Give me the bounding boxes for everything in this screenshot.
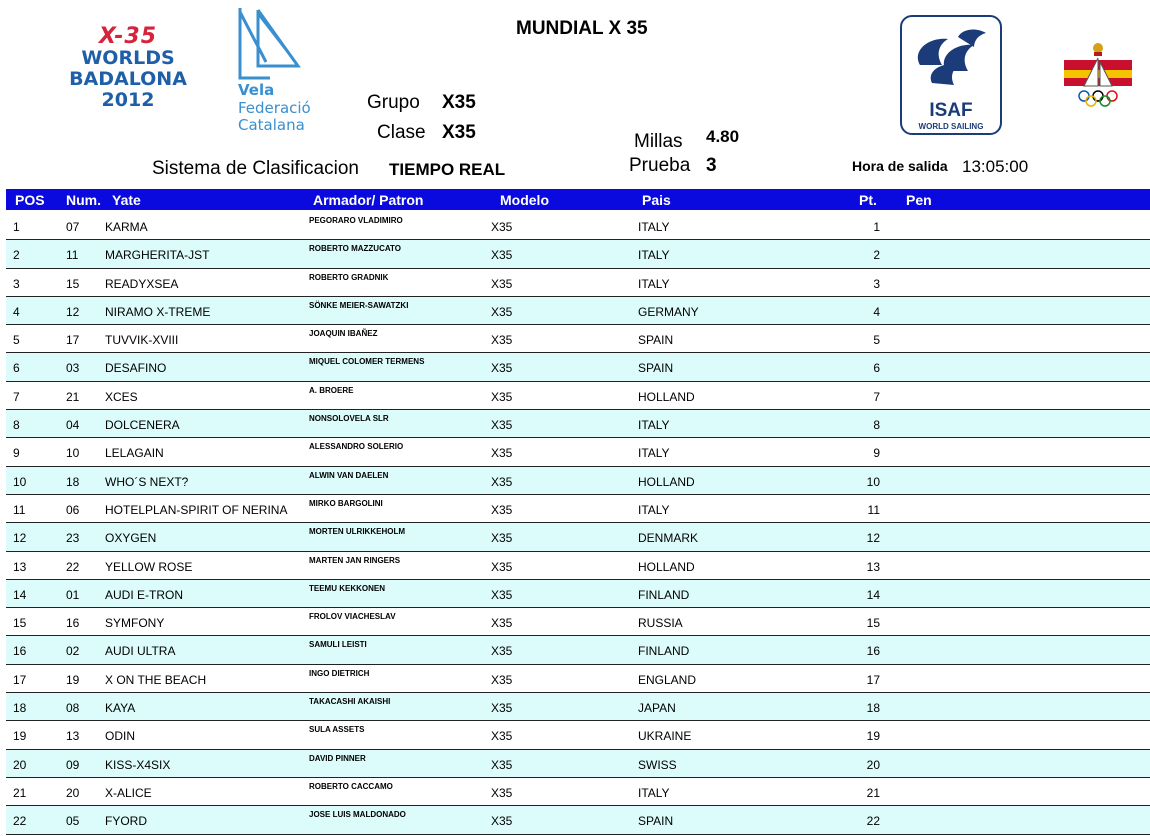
cell-modelo: X35 <box>491 785 513 800</box>
col-modelo: Modelo <box>500 192 549 208</box>
cell-pos: 17 <box>13 672 27 687</box>
cell-armador: TEEMU KEKKONEN <box>309 583 386 593</box>
cell-yate: NIRAMO X-TREME <box>105 304 211 319</box>
col-pos: POS <box>15 192 45 208</box>
cell-armador: INGO DIETRICH <box>309 668 370 678</box>
cell-pais: SPAIN <box>638 814 674 829</box>
hora-label: Hora de salida <box>852 158 948 174</box>
prueba-value: 3 <box>706 155 717 176</box>
cell-pt: 21 <box>866 785 880 800</box>
cell-pt: 8 <box>873 418 880 433</box>
table-row <box>6 297 1150 325</box>
cell-pt: 7 <box>873 389 880 404</box>
cell-pt: 14 <box>866 587 880 602</box>
cell-pt: 5 <box>873 333 880 348</box>
table-row <box>6 636 1150 664</box>
table-row <box>6 410 1150 438</box>
cell-yate: HOTELPLAN-SPIRIT OF NERINA <box>105 502 288 517</box>
col-pt: Pt. <box>859 192 877 208</box>
cell-pt: 11 <box>867 502 880 517</box>
cell-pais: ITALY <box>638 502 670 517</box>
catalana-text: Catalana <box>238 116 305 134</box>
cell-yate: X-ALICE <box>105 785 152 800</box>
cell-pos: 5 <box>13 333 20 348</box>
cell-armador: MARTEN JAN RINGERS <box>309 555 401 565</box>
isaf-logo <box>900 15 1002 135</box>
cell-pt: 15 <box>866 616 880 631</box>
table-row <box>6 495 1150 523</box>
cell-yate: KARMA <box>105 220 148 234</box>
table-row <box>6 467 1150 495</box>
grupo-value: X35 <box>442 92 476 113</box>
logo-x35-text: X-35 <box>98 24 158 49</box>
cell-pos: 15 <box>13 616 27 631</box>
cell-yate: XCES <box>105 389 138 404</box>
cell-num: 21 <box>66 389 80 404</box>
col-yate: Yate <box>112 192 141 208</box>
table-row <box>6 212 1150 240</box>
cell-yate: X ON THE BEACH <box>105 672 207 687</box>
cell-pt: 6 <box>873 361 880 376</box>
cell-pt: 4 <box>873 304 880 319</box>
cell-modelo: X35 <box>491 418 513 433</box>
cell-num: 20 <box>66 785 80 800</box>
cell-modelo: X35 <box>491 729 513 744</box>
cell-modelo: X35 <box>491 531 513 546</box>
cell-pais: ITALY <box>638 785 670 800</box>
cell-armador: JOAQUIN IBAÑEZ <box>309 329 378 339</box>
cell-modelo: X35 <box>491 644 513 659</box>
cell-pos: 10 <box>13 474 27 489</box>
cell-armador: SAMULI LEISTI <box>309 640 367 650</box>
prueba-label: Prueba <box>629 155 691 176</box>
table-row <box>6 523 1150 551</box>
hora-value: 13:05:00 <box>962 157 1029 176</box>
cell-pos: 20 <box>13 757 27 772</box>
cell-modelo: X35 <box>491 757 513 772</box>
cell-num: 22 <box>66 559 80 574</box>
cell-modelo: X35 <box>491 361 513 376</box>
cell-pais: UKRAINE <box>638 729 692 744</box>
worlds-badalona-logo <box>68 26 188 111</box>
sail-icon <box>236 6 306 82</box>
spanish-sailing-federation-logo <box>1062 40 1134 110</box>
cell-num: 10 <box>66 446 80 461</box>
cell-pt: 22 <box>866 814 880 829</box>
cell-modelo: X35 <box>491 814 513 829</box>
cell-pais: SWISS <box>638 757 677 772</box>
millas-label: Millas <box>634 131 683 152</box>
cell-num: 03 <box>66 361 80 376</box>
col-pen: Pen <box>906 192 932 208</box>
col-pais: Pais <box>642 192 671 208</box>
cell-armador: SÖNKE MEIER-SAWATZKI <box>309 300 409 310</box>
cell-pos: 12 <box>13 531 27 546</box>
table-row <box>6 778 1150 806</box>
cell-pos: 7 <box>13 389 20 404</box>
cell-yate: KAYA <box>105 701 136 716</box>
page-title: MUNDIAL X 35 <box>516 18 648 39</box>
cell-pt: 18 <box>866 701 880 716</box>
table-row <box>6 806 1150 834</box>
table-row <box>6 269 1150 297</box>
cell-pais: HOLLAND <box>638 559 695 574</box>
cell-modelo: X35 <box>491 446 513 461</box>
cell-num: 18 <box>66 474 80 489</box>
cell-armador: SULA ASSETS <box>309 725 365 735</box>
cell-pos: 11 <box>13 502 26 517</box>
cell-yate: MARGHERITA-JST <box>105 248 210 263</box>
grupo-label: Grupo <box>367 92 420 113</box>
logo-year-text: 2012 <box>101 89 155 111</box>
cell-armador: ROBERTO CACCAMO <box>309 781 393 791</box>
results-table-body <box>6 212 1150 835</box>
table-row <box>6 580 1150 608</box>
cell-yate: READYXSEA <box>105 276 179 291</box>
cell-armador: PEGORARO VLADIMIRO <box>309 216 403 225</box>
cell-modelo: X35 <box>491 502 513 517</box>
cell-yate: AUDI ULTRA <box>105 644 176 659</box>
table-row <box>6 382 1150 410</box>
isaf-name: ISAF <box>929 100 973 121</box>
cell-armador: MORTEN ULRIKKEHOLM <box>309 527 405 537</box>
cell-yate: SYMFONY <box>105 616 165 631</box>
cell-num: 07 <box>66 220 80 234</box>
cell-modelo: X35 <box>491 304 513 319</box>
cell-modelo: X35 <box>491 474 513 489</box>
cell-modelo: X35 <box>491 616 513 631</box>
cell-modelo: X35 <box>491 248 513 263</box>
cell-pos: 8 <box>13 418 20 433</box>
cell-yate: OXYGEN <box>105 531 157 546</box>
col-num: Num. <box>66 192 101 208</box>
clase-value: X35 <box>442 122 476 143</box>
cell-armador: DAVID PINNER <box>309 753 366 763</box>
cell-yate: YELLOW ROSE <box>105 559 193 574</box>
col-armador: Armador/ Patron <box>313 192 424 208</box>
federacio-text: Federació <box>238 99 311 117</box>
cell-pos: 22 <box>13 814 27 829</box>
cell-num: 16 <box>66 616 80 631</box>
cell-pos: 13 <box>13 559 27 574</box>
cell-armador: ALWIN VAN DAELEN <box>309 470 389 480</box>
cell-yate: DOLCENERA <box>105 418 180 433</box>
cell-num: 17 <box>66 333 80 348</box>
cell-num: 02 <box>66 644 80 659</box>
cell-pt: 3 <box>873 276 880 291</box>
cell-num: 01 <box>66 587 80 602</box>
cell-pt: 17 <box>866 672 880 687</box>
cell-pais: JAPAN <box>638 701 676 716</box>
cell-pt: 10 <box>866 474 880 489</box>
federation-emblem-icon <box>1062 40 1134 110</box>
cell-pos: 21 <box>13 785 27 800</box>
table-row <box>6 665 1150 693</box>
cell-modelo: X35 <box>491 220 513 234</box>
cell-pos: 2 <box>13 248 20 263</box>
table-row <box>6 750 1150 778</box>
cell-num: 12 <box>66 304 80 319</box>
cell-pt: 16 <box>866 644 880 659</box>
results-table-header <box>6 189 1150 210</box>
cell-pais: ITALY <box>638 220 670 234</box>
cell-pt: 2 <box>873 248 880 263</box>
cell-num: 13 <box>66 729 80 744</box>
cell-num: 11 <box>66 248 79 263</box>
cell-pais: ITALY <box>638 418 670 433</box>
cell-yate: WHO´S NEXT? <box>105 474 189 489</box>
cell-armador: MIRKO BARGOLINI <box>309 498 383 508</box>
cell-modelo: X35 <box>491 333 513 348</box>
cell-pos: 18 <box>13 701 27 716</box>
cell-num: 05 <box>66 814 80 829</box>
cell-modelo: X35 <box>491 276 513 291</box>
cell-pos: 1 <box>13 220 20 234</box>
cell-yate: TUVVIK-XVIII <box>105 333 179 348</box>
cell-yate: ODIN <box>105 729 135 744</box>
cell-pais: ITALY <box>638 248 670 263</box>
cell-armador: MIQUEL COLOMER TERMENS <box>309 357 425 367</box>
cell-yate: AUDI E-TRON <box>105 587 183 602</box>
cell-pos: 9 <box>13 446 20 461</box>
millas-value: 4.80 <box>706 127 740 146</box>
cell-pais: HOLLAND <box>638 389 695 404</box>
vela-text: Vela <box>238 81 275 99</box>
cell-armador: TAKACASHI AKAISHI <box>309 697 391 707</box>
cell-pais: GERMANY <box>638 304 699 319</box>
cell-armador: NONSOLOVELA SLR <box>309 414 389 424</box>
cell-armador: ROBERTO GRADNIK <box>309 272 389 282</box>
logo-badalona-text: BADALONA <box>69 68 187 90</box>
logo-worlds-text: WORLDS <box>81 47 175 69</box>
cell-pais: RUSSIA <box>638 616 683 631</box>
cell-pt: 19 <box>866 729 880 744</box>
cell-modelo: X35 <box>491 559 513 574</box>
sistema-value: TIEMPO REAL <box>389 160 506 179</box>
cell-num: 09 <box>66 757 80 772</box>
cell-yate: FYORD <box>105 814 147 829</box>
cell-num: 04 <box>66 418 80 433</box>
cell-modelo: X35 <box>491 701 513 716</box>
isaf-sails-icon <box>902 21 1000 101</box>
cell-pais: FINLAND <box>638 587 690 602</box>
cell-pais: ITALY <box>638 276 670 291</box>
cell-pais: ITALY <box>638 446 670 461</box>
vela-federacio-logo <box>236 6 336 136</box>
isaf-subtitle: WORLD SAILING <box>918 122 984 131</box>
cell-yate: KISS-X4SIX <box>105 757 171 772</box>
cell-armador: A. BROERE <box>309 385 354 395</box>
cell-armador: JOSE LUIS MALDONADO <box>309 810 406 820</box>
cell-pais: SPAIN <box>638 333 674 348</box>
cell-pt: 9 <box>873 446 880 461</box>
cell-pos: 14 <box>13 587 27 602</box>
table-row <box>6 438 1150 466</box>
cell-modelo: X35 <box>491 587 513 602</box>
cell-num: 15 <box>66 276 80 291</box>
cell-pos: 4 <box>13 304 20 319</box>
table-row <box>6 552 1150 580</box>
cell-yate: LELAGAIN <box>105 446 164 461</box>
table-row <box>6 608 1150 636</box>
cell-armador: FROLOV VIACHESLAV <box>309 612 396 622</box>
cell-yate: DESAFINO <box>105 361 167 376</box>
cell-pos: 19 <box>13 729 27 744</box>
table-row <box>6 721 1150 749</box>
cell-num: 19 <box>66 672 80 687</box>
cell-pais: HOLLAND <box>638 474 695 489</box>
cell-pt: 20 <box>866 757 880 772</box>
sistema-label: Sistema de Clasificacion <box>152 158 359 179</box>
table-row <box>6 353 1150 381</box>
table-row <box>6 240 1150 268</box>
cell-armador: ROBERTO MAZZUCATO <box>309 244 401 254</box>
cell-armador: ALESSANDRO SOLERIO <box>309 442 404 452</box>
cell-pt: 13 <box>866 559 880 574</box>
cell-modelo: X35 <box>491 672 513 687</box>
cell-num: 06 <box>66 502 80 517</box>
table-row <box>6 325 1150 353</box>
cell-pais: FINLAND <box>638 644 690 659</box>
cell-pos: 3 <box>13 276 20 291</box>
cell-pos: 6 <box>13 361 20 376</box>
cell-pt: 12 <box>866 531 880 546</box>
cell-pais: DENMARK <box>638 531 699 546</box>
cell-pais: SPAIN <box>638 361 674 376</box>
clase-label: Clase <box>377 122 426 143</box>
cell-pais: ENGLAND <box>638 672 697 687</box>
cell-modelo: X35 <box>491 389 513 404</box>
cell-num: 08 <box>66 701 80 716</box>
table-row <box>6 693 1150 721</box>
cell-pt: 1 <box>873 220 880 234</box>
cell-num: 23 <box>66 531 80 546</box>
cell-pos: 16 <box>13 644 27 659</box>
